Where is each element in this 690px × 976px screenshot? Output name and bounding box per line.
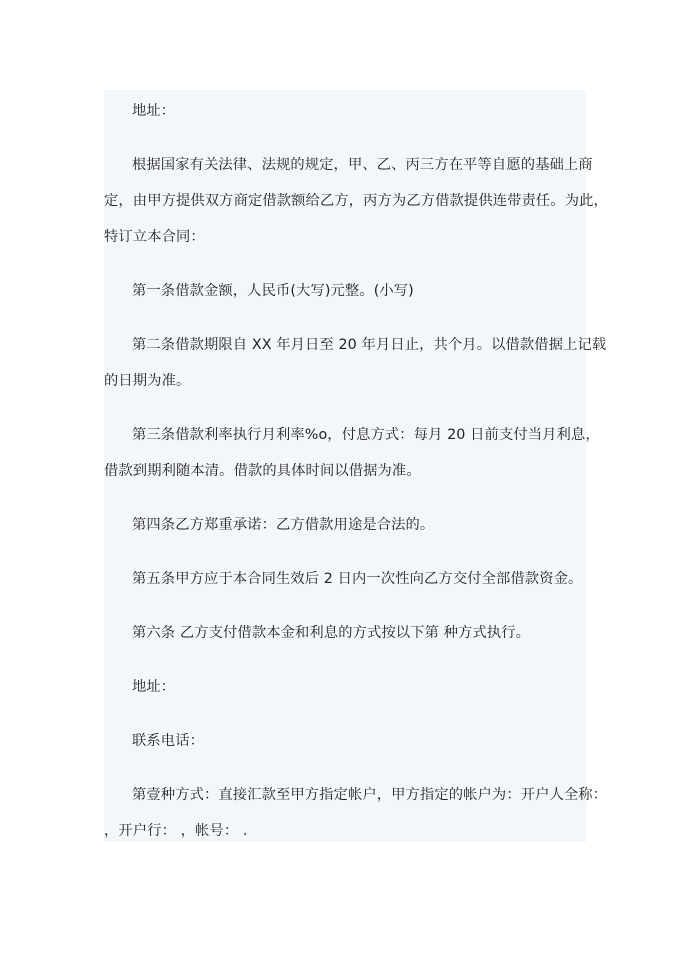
paragraph [104,327,607,399]
text-line: 地址： [132,103,176,119]
text-line: 第四条乙方郑重承诺：乙方借款用途是合法的。 [132,517,435,533]
text-line: 地址： [132,679,176,695]
paragraph [104,417,600,489]
text-line: 第六条 乙方支付借款本金和利息的方式按以下第 种方式执行。 [132,625,531,641]
text-line: 第一条借款金额，人民币(大写)元整。(小写) [132,283,414,299]
document-page [104,90,608,842]
text-line: 特订立本合同： [104,229,205,245]
text-line: 定，由甲方提供双方商定借款额给乙方，丙方为乙方借款提供连带责任。为此， [104,193,608,209]
text-line: 借款到期利随本清。借款的具体时间以借据为准。 [104,463,421,479]
paragraph [104,147,608,255]
paragraph [104,273,586,309]
text-line: ，开户行： ，帐号： . [104,823,248,839]
paragraph [104,669,586,705]
paragraph [104,777,608,849]
text-line: 联系电话： [132,733,204,749]
text-line: 第五条甲方应于本合同生效后 2 日内一次性向乙方交付全部借款资金。 [132,571,583,587]
text-line: 第三条借款利率执行月利率%o，付息方式：每月 20 日前支付当月利息， [132,427,600,443]
text-line: 的日期为准。 [104,373,191,389]
document-body [104,93,608,867]
paragraph [104,561,586,597]
text-line: 根据国家有关法律、法规的规定，甲、乙、丙三方在平等自愿的基础上商 [132,157,593,173]
paragraph [104,615,586,651]
text-line: 第二条借款期限自 XX 年月日至 20 年月日止，共个月。以借款借据上记载 [132,337,607,353]
text-line: 第壹种方式：直接汇款至甲方指定帐户，甲方指定的帐户为：开户人全称： [132,787,608,803]
paragraph [104,507,586,543]
paragraph [104,93,586,129]
paragraph [104,723,586,759]
